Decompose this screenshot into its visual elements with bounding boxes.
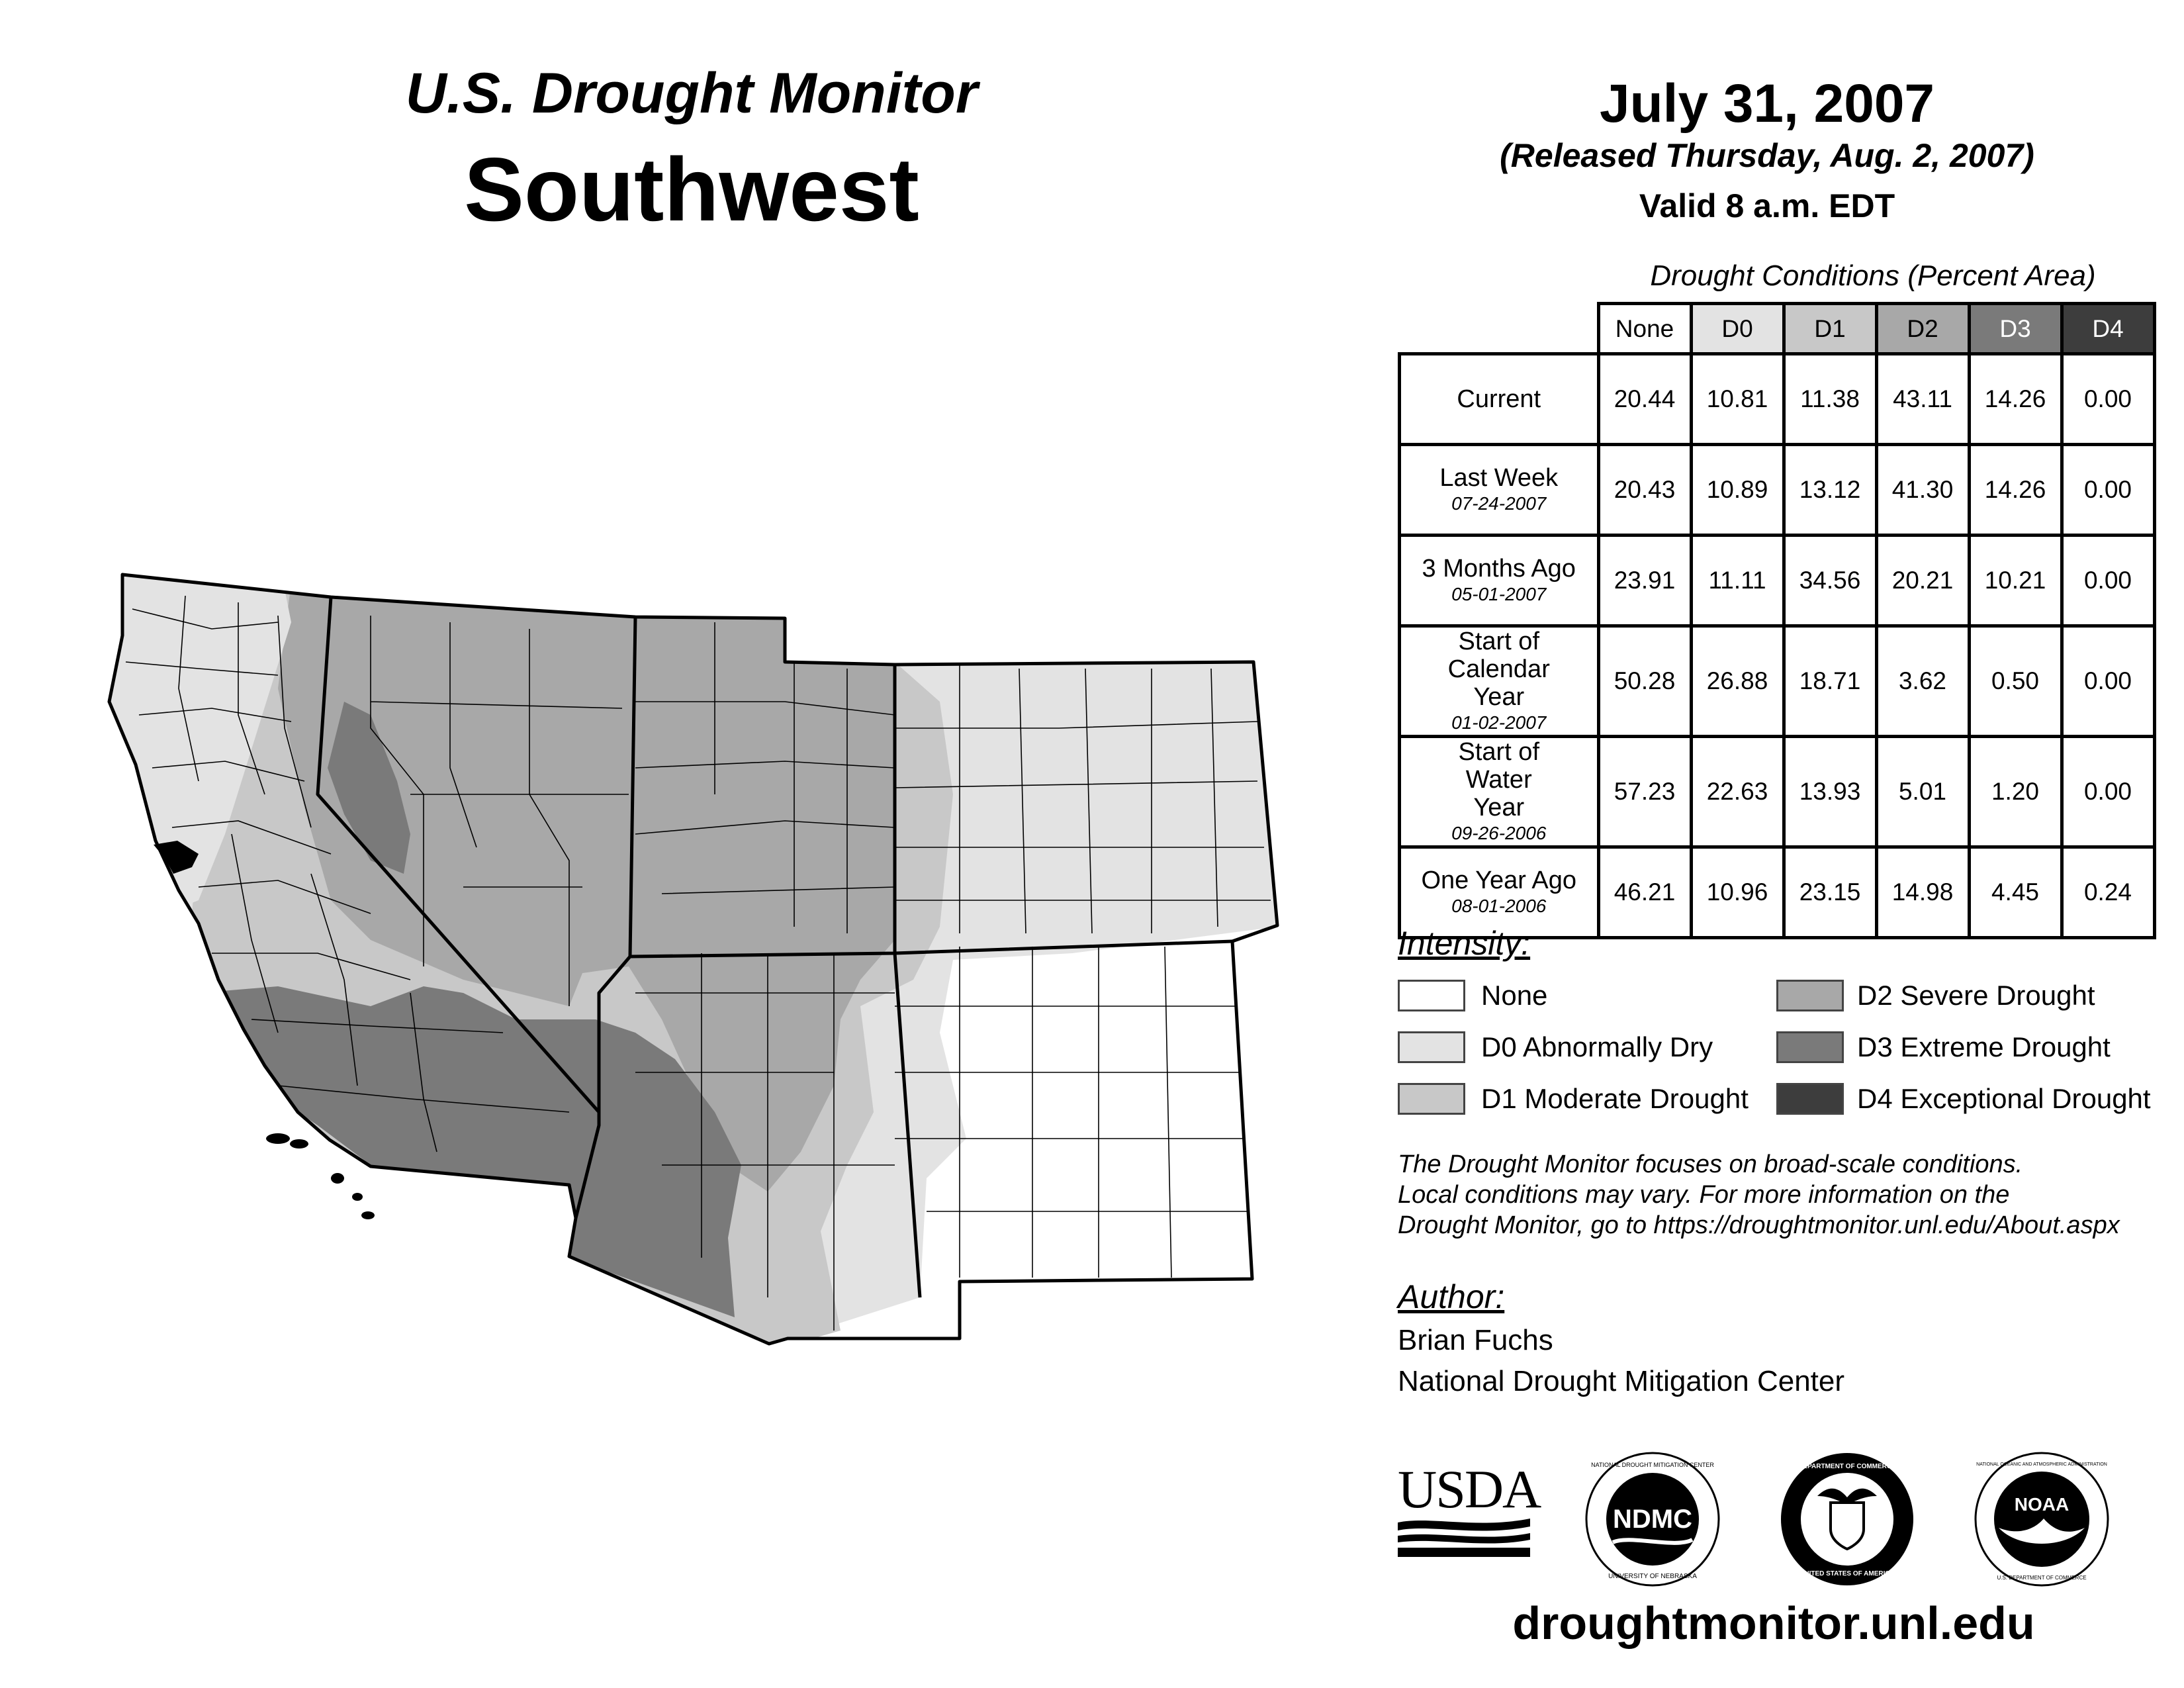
cell-value: 10.96: [1691, 847, 1784, 938]
cell-value: 4.45: [1969, 847, 2062, 938]
col-header-d0: D0: [1691, 304, 1784, 354]
row-date: 08-01-2006: [1451, 896, 1547, 916]
cell-value: 50.28: [1598, 626, 1691, 737]
cell-value: 0.00: [2062, 445, 2154, 536]
cell-value: 41.30: [1876, 445, 1969, 536]
row-label-text: One Year Ago: [1421, 867, 1577, 894]
cell-value: 1.20: [1969, 737, 2062, 847]
legend-swatch-d1: [1398, 1083, 1465, 1115]
ndmc-logo: [1583, 1450, 1722, 1589]
cell-value: 10.21: [1969, 536, 2062, 626]
cell-value: 10.81: [1691, 354, 1784, 445]
legend-title: Intensity:: [1398, 925, 1531, 962]
cell-value: 0.50: [1969, 626, 2062, 737]
cell-value: 11.38: [1784, 354, 1876, 445]
cell-value: 5.01: [1876, 737, 1969, 847]
cell-value: 26.88: [1691, 626, 1784, 737]
row-label-text: Start of Water Year: [1458, 738, 1539, 821]
cell-value: 11.11: [1691, 536, 1784, 626]
col-header-d1: D1: [1784, 304, 1876, 354]
cell-value: 34.56: [1784, 536, 1876, 626]
conditions-title: Drought Conditions (Percent Area): [1650, 259, 2096, 292]
commerce-ring-bottom: UNITED STATES OF AMERICA: [1799, 1570, 1895, 1577]
cell-value: 14.26: [1969, 354, 2062, 445]
cell-value: 14.26: [1969, 445, 2062, 536]
drought-map: [79, 556, 1297, 1350]
legend-label-none: None: [1481, 980, 1548, 1011]
legend-swatch-d0: [1398, 1031, 1465, 1063]
map-title: U.S. Drought Monitor: [405, 62, 978, 125]
cell-value: 46.21: [1598, 847, 1691, 938]
legend-label-d3: D3 Extreme Drought: [1857, 1031, 2111, 1062]
row-label-text: Start of Calendar Year: [1447, 628, 1550, 711]
col-header-d3: D3: [1969, 304, 2062, 354]
usda-logo: [1398, 1459, 1541, 1560]
cell-value: 18.71: [1784, 626, 1876, 737]
cell-value: 0.00: [2062, 626, 2154, 737]
website-url[interactable]: droughtmonitor.unl.edu: [1512, 1597, 2035, 1649]
legend-label-d1: D1 Moderate Drought: [1481, 1083, 1749, 1114]
disclaimer-note: [1398, 1149, 2165, 1241]
note-line: Local conditions may vary. For more information on the: [1398, 1181, 2010, 1209]
row-date: 01-02-2007: [1451, 712, 1547, 733]
row-date: 09-26-2006: [1451, 823, 1547, 843]
legend-label-d4: D4 Exceptional Drought: [1857, 1083, 2151, 1114]
row-label: [1400, 737, 1599, 847]
cell-value: 22.63: [1691, 737, 1784, 847]
row-date: 05-01-2007: [1451, 584, 1547, 604]
cell-value: 20.21: [1876, 536, 1969, 626]
cell-value: 23.15: [1784, 847, 1876, 938]
table-row: [1400, 445, 2155, 536]
cell-value: 0.24: [2062, 847, 2154, 938]
release-date: (Released Thursday, Aug. 2, 2007): [1500, 137, 2034, 174]
table-row: [1400, 626, 2155, 737]
row-label: [1400, 536, 1599, 626]
ndmc-bottom-text: UNIVERSITY OF NEBRASKA: [1608, 1573, 1697, 1580]
note-line: Drought Monitor, go to https://droughtmonitor.unl.edu/About.aspx: [1398, 1211, 2120, 1239]
legend-swatch-none: [1398, 980, 1465, 1011]
conditions-table: [1398, 302, 2156, 939]
author-title: Author:: [1398, 1278, 1505, 1315]
legend-swatch-d3: [1776, 1031, 1844, 1063]
region-title: Southwest: [464, 139, 919, 240]
ndmc-abbr: NDMC: [1613, 1505, 1692, 1534]
cell-value: 0.00: [2062, 354, 2154, 445]
table-row: [1400, 737, 2155, 847]
row-label: [1400, 445, 1599, 536]
noaa-logo: [1972, 1450, 2111, 1589]
map-date: July 31, 2007: [1599, 73, 1935, 134]
row-label: [1400, 626, 1599, 737]
legend-swatch-d4: [1776, 1083, 1844, 1115]
noaa-bottom-text: U.S. DEPARTMENT OF COMMERCE: [1997, 1575, 2087, 1581]
legend-swatch-d2: [1776, 980, 1844, 1011]
row-label-text: Current: [1457, 385, 1541, 413]
author-name: Brian Fuchs: [1398, 1324, 1553, 1356]
row-label-text: 3 Months Ago: [1422, 555, 1576, 583]
cell-value: 43.11: [1876, 354, 1969, 445]
note-line: The Drought Monitor focuses on broad-scale conditions.: [1398, 1150, 2023, 1178]
col-header-d2: D2: [1876, 304, 1969, 354]
table-corner: [1400, 304, 1599, 354]
table-row: [1400, 354, 2155, 445]
noaa-abbr: NOAA: [2014, 1494, 2070, 1515]
cell-value: 13.12: [1784, 445, 1876, 536]
noaa-ring-text: NATIONAL OCEANIC AND ATMOSPHERIC ADMINISTRATION: [1976, 1462, 2107, 1467]
cell-value: 14.98: [1876, 847, 1969, 938]
usda-logo-text: USDA: [1398, 1459, 1541, 1519]
col-header-none: None: [1598, 304, 1691, 354]
cell-value: 23.91: [1598, 536, 1691, 626]
cell-value: 0.00: [2062, 536, 2154, 626]
cell-value: 57.23: [1598, 737, 1691, 847]
cell-value: 0.00: [2062, 737, 2154, 847]
cell-value: 10.89: [1691, 445, 1784, 536]
col-header-d4: D4: [2062, 304, 2154, 354]
author-org: National Drought Mitigation Center: [1398, 1365, 1845, 1397]
cell-value: 3.62: [1876, 626, 1969, 737]
table-row: [1400, 536, 2155, 626]
row-label-text: Last Week: [1439, 464, 1559, 492]
row-label: [1400, 354, 1599, 445]
legend-label-d2: D2 Severe Drought: [1857, 980, 2095, 1011]
legend-label-d0: D0 Abnormally Dry: [1481, 1031, 1713, 1062]
commerce-seal: [1778, 1450, 1917, 1589]
valid-time: Valid 8 a.m. EDT: [1639, 187, 1895, 224]
row-date: 07-24-2007: [1451, 493, 1547, 514]
usda-logo-waves: [1398, 1516, 1530, 1560]
commerce-ring-top: DEPARTMENT OF COMMERCE: [1798, 1463, 1896, 1470]
cell-value: 13.93: [1784, 737, 1876, 847]
ndmc-ring-text: NATIONAL DROUGHT MITIGATION CENTER: [1591, 1462, 1714, 1468]
cell-value: 20.43: [1598, 445, 1691, 536]
cell-value: 20.44: [1598, 354, 1691, 445]
